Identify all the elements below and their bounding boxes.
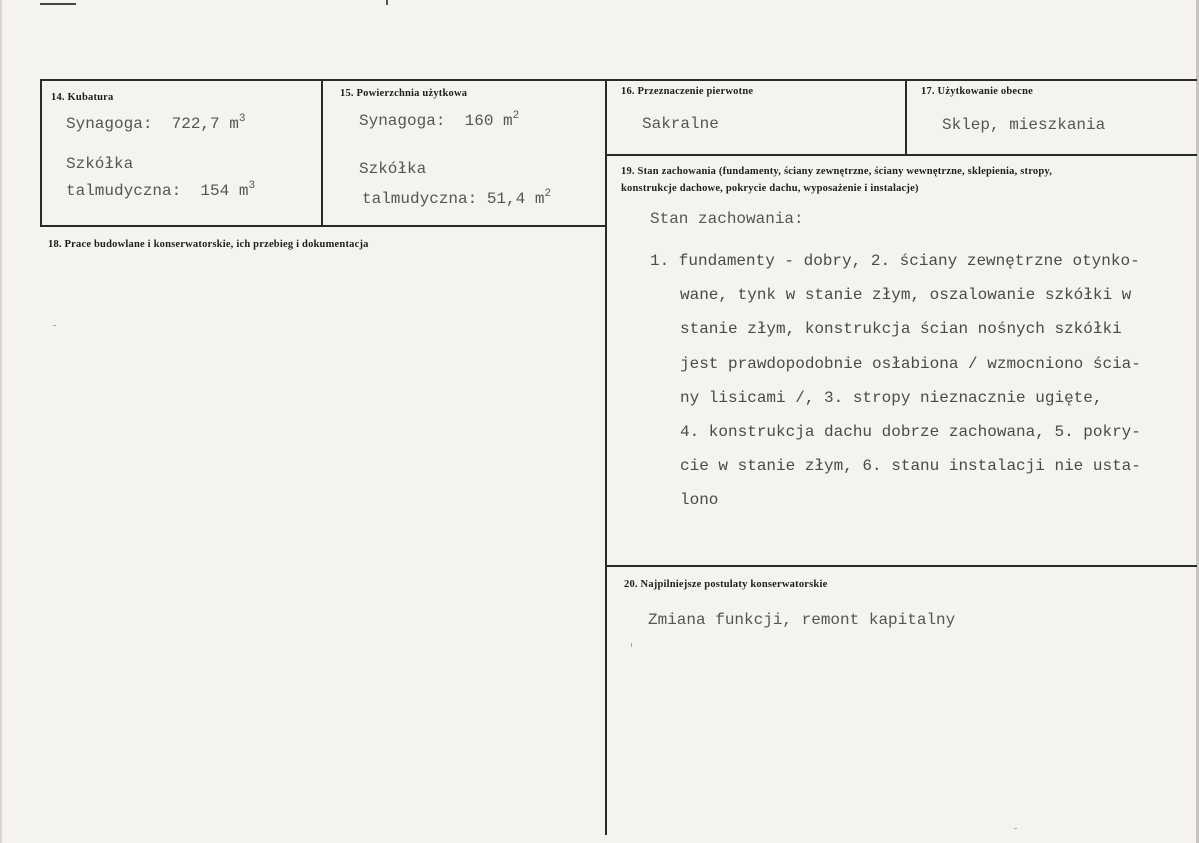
field-19-line: 1. fundamenty - dobry, 2. ściany zewnętrzne otynko-	[650, 252, 1140, 271]
field-15-line3	[362, 190, 551, 208]
field-16-value: Sakralne	[642, 115, 719, 133]
field-14-szkolka-exp: 3	[248, 180, 256, 192]
field-14-synagoga-name: Synagoga:	[66, 115, 153, 133]
field-15-szkolka-name: talmudyczna:	[362, 190, 478, 208]
field-15-line1	[359, 112, 519, 130]
field-15-label: 15. Powierzchnia użytkowa	[340, 88, 468, 99]
grid-line-col4	[905, 79, 907, 156]
grid-line-row2-right	[607, 154, 1197, 156]
field-20-label: 20. Najpilniejsze postulaty konserwatorskie	[624, 579, 828, 590]
grid-line-row3-right	[607, 565, 1197, 567]
field-20-value: Zmiana funkcji, remont kapitalny	[648, 611, 956, 629]
field-15-line2: Szkółka	[359, 160, 427, 178]
field-18-label: 18. Prace budowlane i konserwatorskie, ich przebieg i dokumentacja	[48, 239, 369, 250]
field-19-line: lono	[680, 491, 719, 510]
field-19-line: 4. konstrukcja dachu dobrze zachowana, 5. pokry-	[680, 423, 1141, 442]
field-14-szkolka-value: 154 m	[200, 182, 249, 200]
grid-line-row2	[40, 225, 607, 227]
paper-speck	[1014, 828, 1017, 829]
field-17-label: 17. Użytkowanie obecne	[921, 86, 1034, 97]
grid-line-col2	[321, 79, 323, 227]
paper-speck	[53, 325, 56, 326]
field-14-synagoga-exp: 3	[238, 113, 246, 125]
field-19-heading: Stan zachowania:	[650, 210, 804, 228]
grid-line-left	[40, 79, 42, 227]
field-14-line2: Szkółka	[66, 155, 134, 173]
field-14-szkolka-name: talmudyczna:	[66, 182, 182, 200]
field-15-szkolka-exp: 2	[544, 188, 552, 200]
field-19-text	[650, 236, 1190, 527]
field-19-line: stanie złym, konstrukcja ścian nośnych szkółki	[680, 320, 1122, 339]
grid-line-col3	[605, 79, 607, 835]
paper-speck	[631, 643, 632, 647]
field-15-synagoga-name: Synagoga:	[359, 112, 446, 130]
field-19-label-line2: konstrukcje dachowe, pokrycie dachu, wyposażenie i instalacje)	[621, 183, 919, 194]
field-19-line: wane, tynk w stanie złym, oszalowanie szkółki w	[680, 286, 1132, 305]
field-15-synagoga-value: 160 m	[464, 112, 513, 130]
field-14-synagoga-value: 722,7 m	[171, 115, 239, 133]
field-19-line: jest prawdopodobnie osłabiona / wzmocniono ścia-	[680, 354, 1141, 373]
field-19-line: ny lisicami /, 3. stropy nieznacznie ugięte,	[680, 388, 1103, 407]
field-17-value: Sklep, mieszkania	[942, 116, 1106, 134]
field-15-synagoga-exp: 2	[512, 110, 520, 122]
field-16-label: 16. Przeznaczenie pierwotne	[621, 86, 754, 97]
field-14-line1	[66, 115, 245, 133]
top-tick	[386, 0, 388, 5]
field-19-line: cie w stanie złym, 6. stanu instalacji nie usta-	[680, 457, 1141, 476]
field-19-label-line1: 19. Stan zachowania (fundamenty, ściany zewnętrzne, ściany wewnętrzne, sklepienia, stropy,	[621, 166, 1053, 177]
field-14-label: 14. Kubatura	[51, 92, 114, 103]
top-mark	[40, 3, 76, 5]
field-14-line3	[66, 182, 255, 200]
field-15-szkolka-value: 51,4 m	[486, 190, 545, 208]
grid-line-top	[40, 79, 1197, 81]
